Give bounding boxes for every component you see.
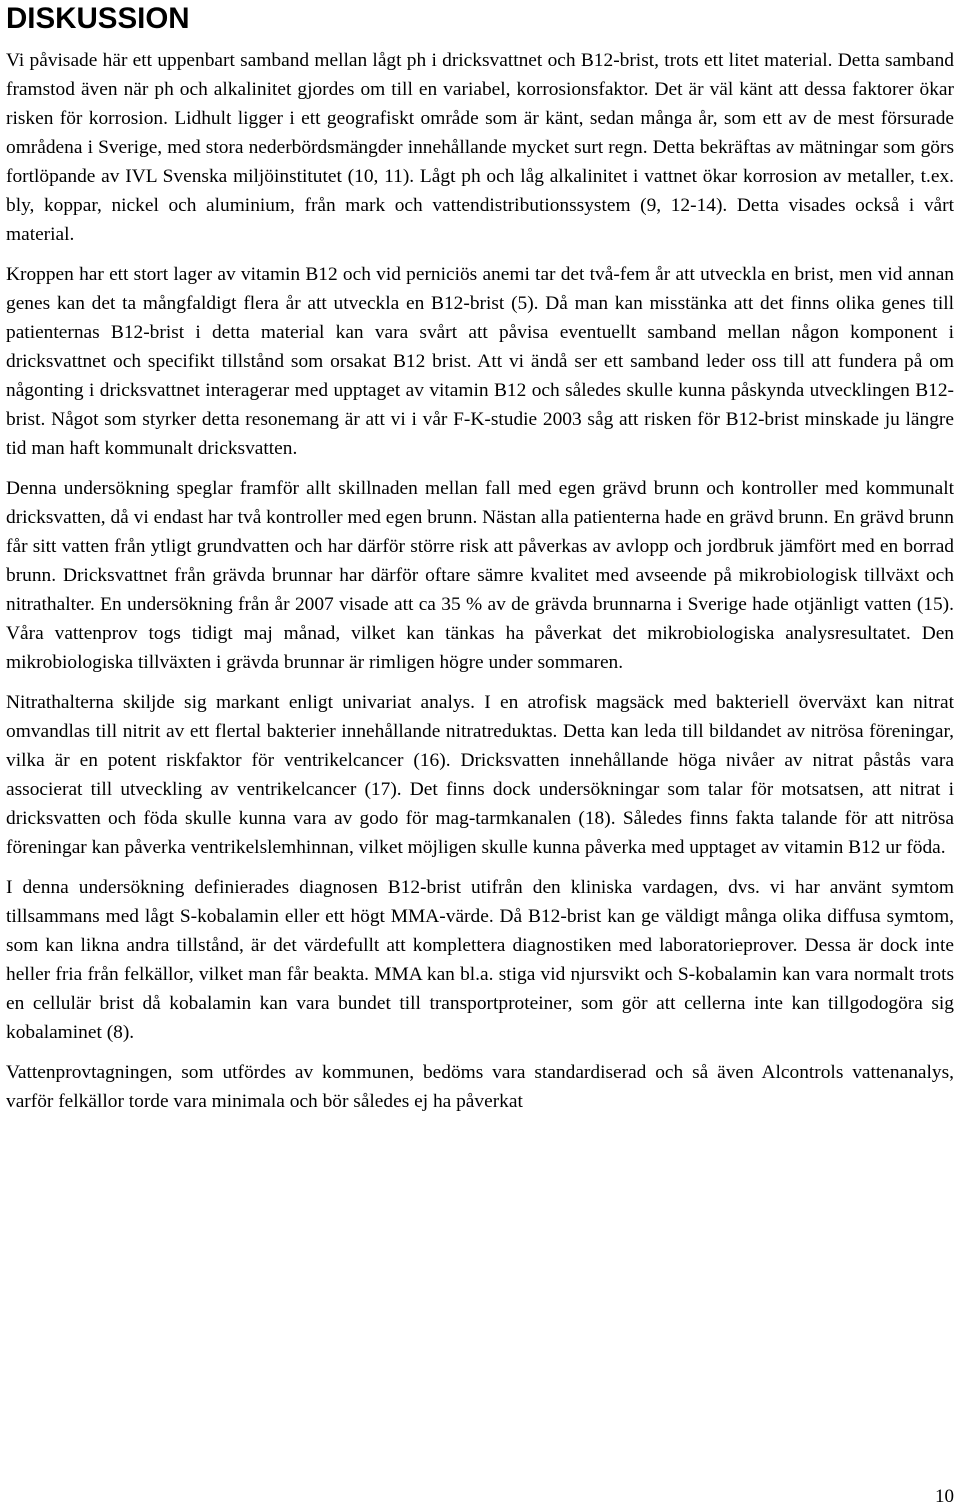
- section-heading: DISKUSSION: [6, 2, 190, 35]
- paragraph-vitamin-b12-stores: Kroppen har ett stort lager av vitamin B12 och vid perniciös anemi tar det två-fem år att utveckla en brist, men vid annan genes kan det ta mångfaldigt flera år att utveckla en B12-brist (5). Då man kan misstänka att det finns olika genes till patienternas B12-brist i detta material kan vara svårt att påvisa eventuellt samband mellan någon komponent i dricksvattnet och specifikt tillstånd som orsakat B12 brist. Att vi ändå ser ett samband leder oss till att fundera på om någonting i dricksvattnet interagerar med upptaget av vitamin B12 och således skulle kunna påskynda utvecklingen B12-brist. Något som styrker detta resonemang är att vi i vår F-K-studie 2003 såg att risken för B12-brist minskade ju längre tid man haft kommunalt dricksvatten.: [6, 264, 954, 459]
- paragraph-ph-b12: Vi påvisade här ett uppenbart samband mellan lågt ph i dricksvattnet och B12-brist, trots ett litet material. Detta samband framstod även när ph och alkalinitet gjordes om till en variabel, korrosionsfaktor. Det är väl känt att dessa faktorer ökar risken för korrosion. Lidhult ligger i ett geografiskt område som är känt, sedan många år, som ett av de mest försurade områdena i Sverige, med stora nederbördsmängder innehållande mycket surt regn. Detta bekräftas av mätningar som görs fortlöpande av IVL Svenska miljöinstitutet (10, 11). Lågt ph och låg alkalinitet i vattnet ökar korrosion av metaller, t.ex. bly, koppar, nickel och aluminium, från mark och vattendistributionssystem (9, 12-14). Detta visades också i vårt material.: [6, 50, 954, 245]
- paragraph-nitrate: Nitrathalterna skiljde sig markant enligt univariat analys. I en atrofisk magsäck med bakteriell överväxt kan nitrat omvandlas till nitrit av ett flertal bakterier innehållande nitratreduktas. Detta kan leda till bildandet av nitrösa föreningar, vilka är en potent riskfaktor för ventrikelcancer (16). Dricksvatten innehållande höga nivåer av nitrat påstås vara associerat till utveckling av ventrikelcancer (17). Det finns dock undersökningar som talar för motsatsen, att nitrat i dricksvatten och föda skulle kunna vara av godo för mag-tarmkanalen (18). Således finns fakta talande för att nitrösa föreningar kan påverka ventrikelslemhinnan, vilket möjligen skulle kunna påverka med upptaget av vitamin B12 ur föda.: [6, 692, 954, 858]
- paragraph-diagnosis: I denna undersökning definierades diagnosen B12-brist utifrån den kliniska vardagen, dvs. vi har använt symtom tillsammans med lågt S-kobalamin eller ett högt MMA-värde. Då B12-brist kan ge väldigt många olika diffusa symtom, som kan likna andra tillstånd, är det värdefullt att komplettera diagnostiken med laboratorieprover. Dessa är dock inte heller fria från felkällor, vilket man får beakta. MMA kan bl.a. stiga vid njursvikt och S-kobalamin kan vara normalt trots en cellulär brist då kobalamin kan vara bundet till transportproteiner, som gör att cellerna inte kan tillgodogöra sig kobalaminet (8).: [6, 877, 954, 1043]
- paragraph-water-sampling: Vattenprovtagningen, som utfördes av kommunen, bedöms vara standardiserad och så även Alcontrols vattenanalys, varför felkällor torde vara minimala och bör således ej ha påverkat: [6, 1062, 954, 1112]
- page-number: 10: [935, 1486, 954, 1507]
- paragraph-dug-wells: Denna undersökning speglar framför allt skillnaden mellan fall med egen grävd brunn och kontroller med kommunalt dricksvatten, då vi endast har två kontroller med egen brunn. Nästan alla patienterna hade en grävd brunn. En grävd brunn får sitt vatten från ytligt grundvatten och har därför större risk att påverkas av avlopp och jordbruk jämfört med en borrad brunn. Dricksvattnet från grävda brunnar har därför oftare sämre kvalitet med avseende på mikrobiologisk tillväxt och nitrathalter. En undersökning från år 2007 visade att ca 35 % av de grävda brunnarna i Sverige hade otjänligt vatten (15). Våra vattenprov togs tidigt maj månad, vilket kan tänkas ha påverkat det mikrobiologiska analysresultatet. Den mikrobiologiska tillväxten i grävda brunnar är rimligen högre under sommaren.: [6, 478, 954, 673]
- discussion-body: [6, 43, 954, 1127]
